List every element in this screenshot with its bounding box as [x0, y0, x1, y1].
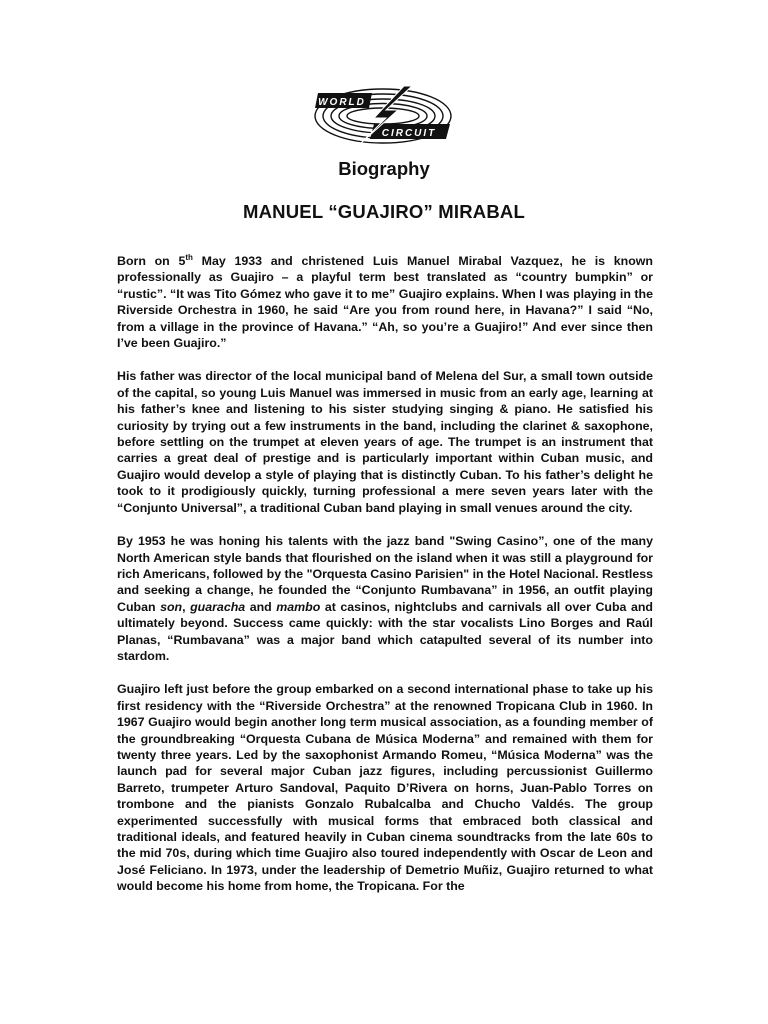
italic-term: mambo: [276, 599, 321, 614]
text-run: By 1953 he was honing his talents with the jazz band "Swing Casino”, one of the many North American style bands that flourished on the island when it was still a playground for rich Americans, followed by the "Orquesta Casino Parisien" in the Hotel Nacional. Restless and seeking a change, he founded the “Conjunto Rumbavana” in 1956, an outfit playing Cuban: [117, 534, 653, 614]
paragraph-4: Guajiro left just before the group embarked on a second international phase to take up his first residency with the “Riverside Orchestra” at the renowned Tropicana Club in 1960. In 1967 Guajiro would begin another long term musical association, as a founding member of the groundbreaking “Orquesta Cubana de Música Moderna” and remained with them for twenty three years. Led by the saxophonist Armando Romeu, “Música Moderna” was the launch pad for several major Cuban jazz figures, including percussionist Guillermo Barreto, trumpeter Arturo Sandoval, Paquito D’Rivera on horns, Juan-Pablo Torres on trombone and the pianists Gonzalo Rubalcalba and Chucho Valdés. The group experimented successfully with musical forms that embraced both classical and traditional ideals, and featured heavily in Cuban cinema soundtracks from the late 60s to the mid 70s, during which time Guajiro also toured independently with Oscar de Leon and José Feliciano. In 1973, under the leadership of Demetrio Muñiz, Guajiro returned to what would become his home from home, the Tropicana. For the: [117, 682, 653, 894]
text-run: ,: [182, 599, 191, 614]
paragraph-1: [117, 253, 653, 351]
italic-term: son: [160, 599, 183, 614]
world-circuit-logo: [312, 84, 454, 146]
ordinal-suffix: th: [185, 252, 193, 262]
text-run: May 1933 and christened Luis Manuel Mirabal Vazquez, he is known professionally as Guajiro – a playful term best translated as “country bumpkin” or “rustic”. “It was Tito Gómez who gave it to me” Guajiro explains. When I was playing in the Riverside Orchestra in 1960, he said “Are you from round here, in Havana?” I said “No, from a village in the province of Havana.” “Ah, so you’re a Guajiro!” And ever since then I’ve been Guajiro.”: [117, 254, 653, 351]
biography-body: [117, 253, 653, 912]
logo-bottom-word: CIRCUIT: [381, 128, 437, 139]
logo-top-word: WORLD: [318, 97, 366, 108]
italic-term: guaracha: [190, 599, 246, 614]
text-run: and: [245, 599, 277, 614]
text-run: Born on 5: [117, 254, 186, 268]
text-run: at casinos, nightclubs and carnivals all over Cuba and ultimately beyond. Success came quickly: with the star vocalists Lino Borges and Raúl Planas, “Rumbavana” was a major band which catapulted several of its number into stardom.: [117, 599, 653, 663]
page-subtitle: MANUEL “GUAJIRO” MIRABAL: [243, 201, 525, 222]
paragraph-2: His father was director of the local municipal band of Melena del Sur, a small town outside of the capital, so young Luis Manuel was immersed in music from an early age, learning at his father’s knee and listening to his sister studying singing & piano. He satisfied his curiosity by trying out a few instruments in the band, including the clarinet & saxophone, before settling on the trumpet at eleven years of age. The trumpet is an instrument that carries a great deal of prestige and is particularly important within Cuban music, and Guajiro would develop a style of playing that is distinctly Cuban. To his father’s delight he took to it prodigiously quickly, turning professional a mere seven years later with the “Conjunto Universal”, a traditional Cuban band playing in small venues around the city.: [117, 369, 653, 515]
paragraph-3: [117, 533, 653, 664]
page-title: Biography: [338, 158, 430, 179]
